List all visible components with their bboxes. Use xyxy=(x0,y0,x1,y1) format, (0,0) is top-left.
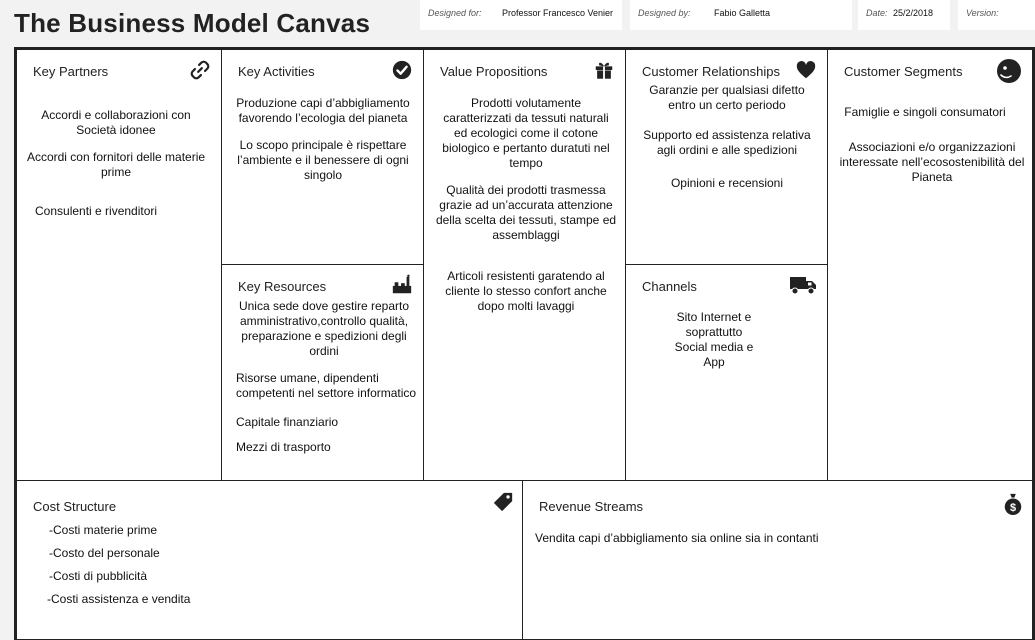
cost-structure-item: -Costi di pubblicità xyxy=(49,569,148,583)
channels-section xyxy=(625,264,828,481)
designed-by-value: Fabio Galletta xyxy=(714,8,771,18)
version-field[interactable] xyxy=(958,0,1035,30)
customer-segments-item: Associazioni e/o organizzazioni interessate nell’ecosostenibilità del Pianeta xyxy=(839,140,1025,184)
key-activities-item: Lo scopo principale è rispettare l’ambiente e il benessere di ogni singolo xyxy=(237,138,409,182)
designed-for-label: Designed for: xyxy=(428,8,482,18)
value-propositions-content xyxy=(432,96,620,326)
customer-segments-title: Customer Segments xyxy=(844,64,963,79)
customer-relationships-title: Customer Relationships xyxy=(642,64,781,79)
key-partners-item: Accordi con fornitori delle materie prime xyxy=(26,150,206,179)
cost-structure-item: -Costo del personale xyxy=(49,546,160,560)
link-icon xyxy=(189,59,211,81)
channels-line: Social media e xyxy=(674,340,754,354)
channels-title: Channels xyxy=(642,279,697,294)
value-propositions-item: Prodotti volutamente caratterizzati da tessuti naturali ed ecologici come il cotone biologico e pertanto duratuti nel tempo xyxy=(442,96,610,170)
key-resources-item: Unica sede dove gestire reparto amministrativo,controllo qualità, preparazione e spedizioni degli ordini xyxy=(238,299,410,358)
business-model-canvas xyxy=(14,47,1035,640)
designed-by-field[interactable] xyxy=(630,0,852,30)
revenue-streams-content xyxy=(535,531,1015,558)
key-resources-title: Key Resources xyxy=(238,279,327,294)
key-partners-content xyxy=(21,108,211,231)
gift-icon xyxy=(593,59,615,81)
key-resources-item: Mezzi di trasporto xyxy=(236,440,331,454)
customer-relationships-item: Opinioni e recensioni xyxy=(670,176,784,190)
value-propositions-title: Value Propositions xyxy=(440,64,548,79)
value-propositions-section xyxy=(423,49,626,481)
designed-by-label: Designed by: xyxy=(638,8,691,18)
customer-segments-content xyxy=(832,105,1032,197)
cost-structure-content xyxy=(49,523,349,615)
key-resources-item: Risorse umane, dipendenti competenti nel settore informatico xyxy=(236,371,417,400)
cost-structure-item: -Costi assistenza e vendita xyxy=(47,592,191,606)
value-propositions-item: Qualità dei prodotti trasmessa grazie ad un’accurata attenzione della scelta dei tessuti, stampe ed assemblaggi xyxy=(435,183,617,242)
key-activities-item: Produzione capi d’abbigliamento favorendo l’ecologia del pianeta xyxy=(236,96,410,125)
value-propositions-item: Articoli resistenti garatendo al cliente lo stesso confort anche dopo molti lavaggi xyxy=(445,269,607,313)
svg-text:$: $ xyxy=(1009,501,1017,514)
key-resources-content xyxy=(228,299,420,467)
channels-line: soprattutto xyxy=(685,325,743,339)
customer-segments-section xyxy=(827,49,1033,481)
date-field[interactable] xyxy=(858,0,950,30)
revenue-streams-item: Vendita capi d’abbigliamento sia online sia in contanti xyxy=(535,531,819,545)
channels-line: App xyxy=(703,355,725,369)
factory-icon xyxy=(391,274,413,296)
version-label: Version: xyxy=(966,8,999,18)
customer-relationships-content xyxy=(634,83,820,203)
truck-icon xyxy=(789,274,817,296)
date-label: Date: xyxy=(866,8,888,18)
customer-segments-item: Famiglie e singoli consumatori xyxy=(844,105,1006,119)
key-resources-item: Capitale finanziario xyxy=(236,415,339,429)
customer-relationships-item: Supporto ed assistenza relativa agli ordini e alle spedizioni xyxy=(643,128,811,157)
key-partners-title: Key Partners xyxy=(33,64,109,79)
key-activities-content xyxy=(226,96,420,195)
money-bag-icon xyxy=(1002,491,1024,517)
designed-for-value: Professor Francesco Venier xyxy=(502,8,614,18)
check-circle-icon xyxy=(391,59,413,81)
key-resources-section xyxy=(221,264,424,481)
face-icon xyxy=(996,58,1022,84)
revenue-streams-section xyxy=(522,480,1033,640)
heart-icon xyxy=(795,59,817,81)
channels-line: Sito Internet e xyxy=(676,310,752,324)
price-tag-icon xyxy=(492,491,514,513)
customer-relationships-section xyxy=(625,49,828,265)
key-activities-title: Key Activities xyxy=(238,64,315,79)
key-partners-section xyxy=(16,49,222,481)
key-partners-item: Consulenti e rivenditori xyxy=(35,204,158,218)
cost-structure-title: Cost Structure xyxy=(33,499,117,514)
customer-relationships-item: Garanzie per qualsiasi difetto entro un certo periodo xyxy=(649,83,805,112)
page-title: The Business Model Canvas xyxy=(14,8,371,38)
date-value: 25/2/2018 xyxy=(893,8,934,18)
channels-content xyxy=(634,310,794,370)
cost-structure-item: -Costi materie prime xyxy=(49,523,158,537)
cost-structure-section xyxy=(16,480,523,640)
key-activities-section xyxy=(221,49,424,265)
designed-for-field[interactable] xyxy=(420,0,622,30)
revenue-streams-title: Revenue Streams xyxy=(539,499,644,514)
key-partners-item: Accordi e collaborazioni con Società idonee xyxy=(41,108,191,137)
